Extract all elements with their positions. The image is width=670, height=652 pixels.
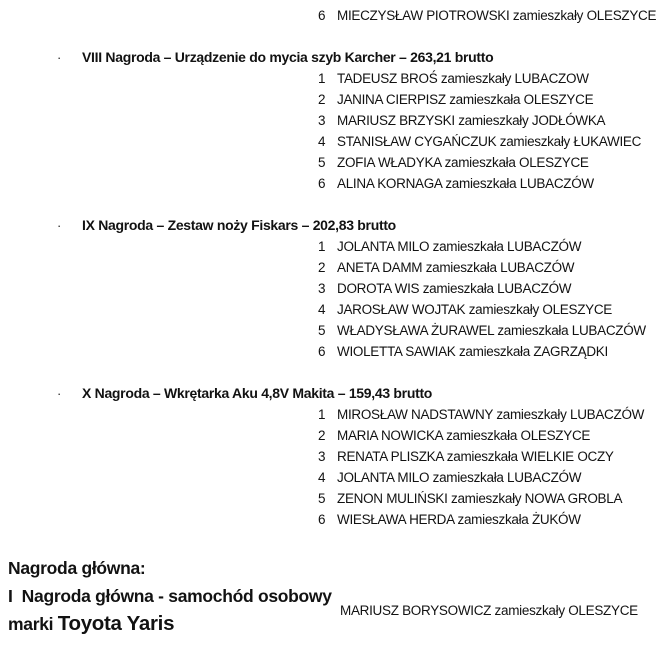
intro-winner-row	[318, 5, 670, 26]
winner-row	[318, 110, 670, 131]
winner-row	[318, 341, 670, 362]
winner-text: JAROSŁAW WOJTAK zamieszkały OLESZYCE	[337, 302, 613, 317]
main-prize-winner: MARIUSZ BORYSOWICZ zamieszkały OLESZYCE	[340, 602, 638, 618]
prize-section	[0, 215, 670, 362]
winner-number: 2	[318, 428, 326, 443]
winner-row	[318, 425, 670, 446]
winner-number: 6	[318, 176, 326, 191]
winner-row	[318, 320, 670, 341]
winner-number: 1	[318, 407, 326, 422]
winner-text: MIECZYSŁAW PIOTROWSKI zamieszkały OLESZYCE	[337, 8, 657, 23]
winner-row	[318, 278, 670, 299]
main-prize-line1: I Nagroda główna - samochód osobowy	[8, 586, 332, 606]
main-prize-car-name: Toyota Yaris	[57, 612, 175, 635]
winner-number: 6	[318, 8, 326, 23]
winner-number: 3	[318, 449, 326, 464]
winner-row	[318, 89, 670, 110]
winner-text: MARIA NOWICKA zamieszkała OLESZYCE	[337, 428, 591, 443]
winner-row	[318, 152, 670, 173]
main-prize-line2-prefix: marki	[8, 614, 58, 634]
prize-section-heading	[0, 215, 670, 236]
winner-text: MIROSŁAW NADSTAWNY zamieszkały LUBACZÓW	[337, 407, 645, 422]
winner-text: JANINA CIERPISZ zamieszkała OLESZYCE	[337, 92, 594, 107]
winner-text: ZOFIA WŁADYKA zamieszkała OLESZYCE	[337, 155, 589, 170]
main-prize-line2	[8, 610, 340, 638]
winner-number: 5	[318, 155, 326, 170]
winner-list	[0, 68, 670, 194]
winner-number: 1	[318, 239, 326, 254]
winner-number: 4	[318, 302, 326, 317]
winner-row	[318, 509, 670, 530]
prize-section	[0, 47, 670, 194]
winner-row	[318, 236, 670, 257]
winner-number: 5	[318, 491, 326, 506]
winner-number: 1	[318, 71, 326, 86]
winner-text: WIOLETTA SAWIAK zamieszkała ZAGRZĄDKI	[337, 344, 608, 359]
winner-number: 6	[318, 512, 326, 527]
prize-section-heading	[0, 47, 670, 68]
winner-number: 6	[318, 344, 326, 359]
prize-section	[0, 383, 670, 530]
main-prize-heading: Nagroda główna:	[8, 558, 146, 578]
bullet-icon: ·	[57, 50, 62, 65]
winner-row	[318, 446, 670, 467]
winner-number: 3	[318, 113, 326, 128]
winner-list	[0, 404, 670, 530]
winner-text: ALINA KORNAGA zamieszkała LUBACZÓW	[337, 176, 594, 191]
winner-text: TADEUSZ BROŚ zamieszkały LUBACZOW	[337, 71, 589, 86]
winner-row	[318, 488, 670, 509]
winner-text: DOROTA WIS zamieszkała LUBACZÓW	[337, 281, 572, 296]
winner-number: 5	[318, 323, 326, 338]
main-prize-description	[8, 582, 340, 638]
winner-row	[318, 467, 670, 488]
winner-text: JOLANTA MILO zamieszkała LUBACZÓW	[337, 470, 582, 485]
prize-sections	[0, 47, 670, 530]
prize-section-heading	[0, 383, 670, 404]
winner-row	[318, 404, 670, 425]
winner-list	[0, 236, 670, 362]
winner-text: WŁADYSŁAWA ŻURAWEL zamieszkała LUBACZÓW	[337, 323, 646, 338]
winner-row	[318, 131, 670, 152]
winner-text: WIESŁAWA HERDA zamieszkała ŻUKÓW	[337, 512, 581, 527]
bullet-icon: ·	[57, 218, 62, 233]
winner-number: 2	[318, 260, 326, 275]
winner-text: ZENON MULIŃSKI zamieszkały NOWA GROBLA	[337, 491, 623, 506]
winner-text: MARIUSZ BRZYSKI zamieszkały JODŁÓWKA	[337, 113, 606, 128]
winner-row	[318, 68, 670, 89]
winner-number: 4	[318, 134, 326, 149]
winner-text: ANETA DAMM zamieszkała LUBACZÓW	[337, 260, 575, 275]
winner-row	[318, 257, 670, 278]
bullet-icon: ·	[57, 386, 62, 401]
winner-text: JOLANTA MILO zamieszkała LUBACZÓW	[337, 239, 582, 254]
main-prize-footer	[0, 554, 670, 638]
prize-section-title: VIII Nagroda – Urządzenie do mycia szyb Karcher – 263,21 brutto	[82, 49, 494, 65]
main-prize-row	[8, 582, 670, 638]
winner-row	[318, 299, 670, 320]
winner-row	[318, 173, 670, 194]
prize-section-title: IX Nagroda – Zestaw noży Fiskars – 202,83 brutto	[82, 217, 396, 233]
winner-number: 2	[318, 92, 326, 107]
winner-text: STANISŁAW CYGAŃCZUK zamieszkały ŁUKAWIEC	[337, 134, 642, 149]
winner-text: RENATA PLISZKA zamieszkała WIELKIE OCZY	[337, 449, 614, 464]
winner-number: 3	[318, 281, 326, 296]
prize-section-title: X Nagroda – Wkrętarka Aku 4,8V Makita – 159,43 brutto	[82, 385, 433, 401]
winner-number: 4	[318, 470, 326, 485]
